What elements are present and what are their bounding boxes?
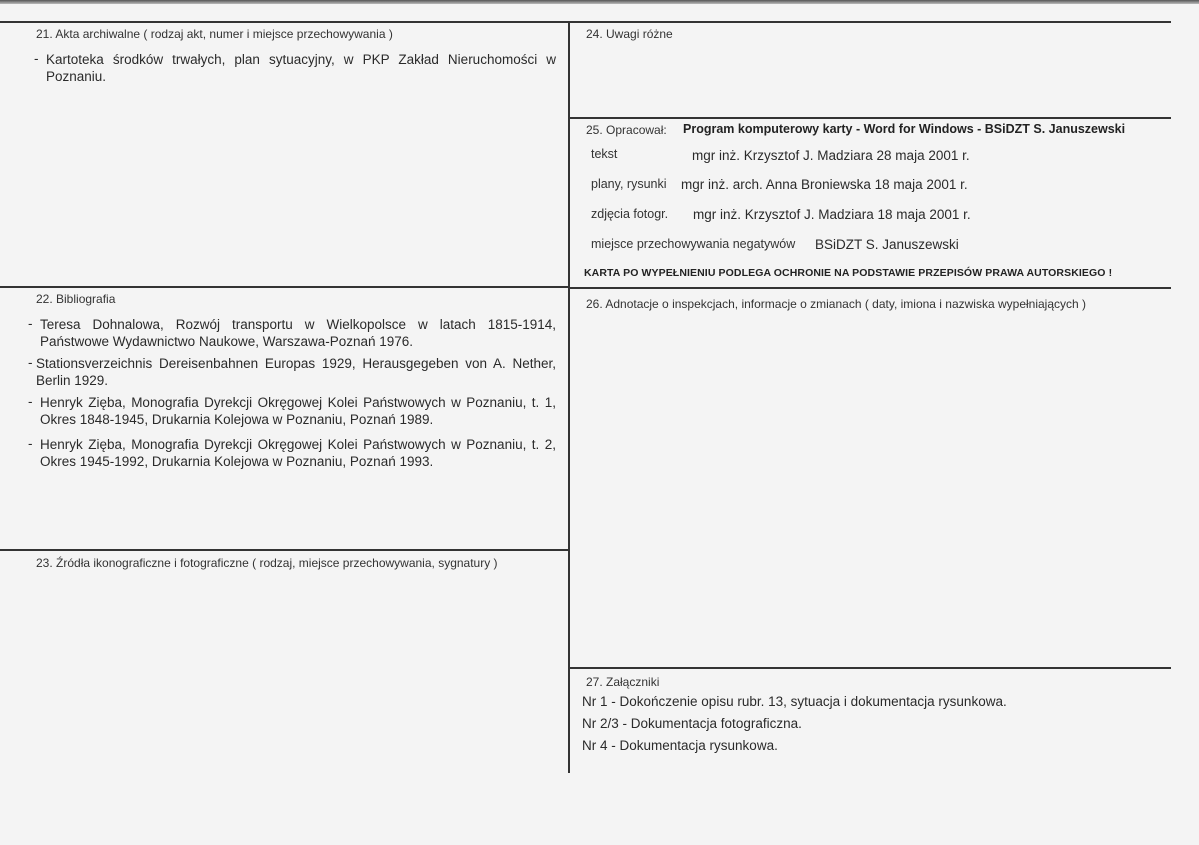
divider-vertical xyxy=(568,21,570,773)
divider-26-27 xyxy=(570,667,1171,669)
s25-storage-value: BSiDZT S. Januszewski xyxy=(815,237,959,252)
s25-row-label-2: plany, rysunki xyxy=(591,177,667,191)
s22-dash-4: - xyxy=(28,436,33,451)
s27-item-2: Nr 2/3 - Dokumentacja fotograficzna. xyxy=(582,716,802,731)
s22-item-2: Stationsverzeichnis Dereisenbahnen Europas 1929, Herausgegeben von A. Nether, Berlin 1929. xyxy=(36,356,556,388)
s25-row-label-3: zdjęcia fotogr. xyxy=(591,207,669,221)
s21-item: Kartoteka środków trwałych, plan sytuacyjny, w PKP Zakład Nieruchomości w Poznaniu. xyxy=(46,52,556,84)
s21-title: 21. Akta archiwalne ( rodzaj akt, numer i miejsce przechowywania ) xyxy=(36,27,393,41)
s21-dash: - xyxy=(34,51,39,66)
divider-top-right xyxy=(570,21,1171,23)
s22-title: 22. Bibliografia xyxy=(36,292,116,306)
s22-dash-2: - xyxy=(28,355,33,370)
s22-dash-3: - xyxy=(28,394,33,409)
s22-item-4: Henryk Zięba, Monografia Dyrekcji Okręgowej Kolei Państwowych w Poznaniu, t. 2, Okres 1945-1992, Drukarnia Kolejowa w Poznaniu, Poznań 1993. xyxy=(40,437,556,469)
s25-row-value-1: mgr inż. Krzysztof J. Madziara 28 maja 2001 r. xyxy=(692,148,970,163)
s25-title: 25. Opracował: xyxy=(586,123,667,137)
divider-25-26 xyxy=(570,287,1171,289)
s27-title: 27. Załączniki xyxy=(586,675,660,689)
s22-item-3: Henryk Zięba, Monografia Dyrekcji Okręgowej Kolei Państwowych w Poznaniu, t. 1, Okres 1848-1945, Drukarnia Kolejowa w Poznaniu, Poznań 1989. xyxy=(40,395,556,427)
s25-copyright-notice: KARTA PO WYPEŁNIENIU PODLEGA OCHRONIE NA PODSTAWIE PRZEPISÓW PRAWA AUTORSKIEGO ! xyxy=(584,267,1113,279)
divider-top-left xyxy=(0,21,570,23)
s25-program: Program komputerowy karty - Word for Windows - BSiDZT S. Januszewski xyxy=(683,122,1126,136)
s26-title: 26. Adnotacje o inspekcjach, informacje o zmianach ( daty, imiona i nazwiska wypełniających ) xyxy=(586,297,1087,311)
s27-item-1: Nr 1 - Dokończenie opisu rubr. 13, sytuacja i dokumentacja rysunkowa. xyxy=(582,694,1007,709)
divider-22-23 xyxy=(0,549,570,551)
s25-storage-label: miejsce przechowywania negatywów xyxy=(591,237,796,251)
s25-row-label-1: tekst xyxy=(591,147,618,161)
s24-title: 24. Uwagi różne xyxy=(586,27,673,41)
s22-dash-1: - xyxy=(28,316,33,331)
s22-item-1: Teresa Dohnalowa, Rozwój transportu w Wielkopolsce w latach 1815-1914, Państwowe Wydawnictwo Naukowe, Warszawa-Poznań 1976. xyxy=(40,317,556,349)
s25-row-value-3: mgr inż. Krzysztof J. Madziara 18 maja 2001 r. xyxy=(693,207,971,222)
s23-title: 23. Źródła ikonograficzne i fotograficzne ( rodzaj, miejsce przechowywania, sygnatury ) xyxy=(36,556,498,570)
s27-item-3: Nr 4 - Dokumentacja rysunkowa. xyxy=(582,738,778,753)
divider-21-22 xyxy=(0,286,570,288)
divider-24-25 xyxy=(570,117,1171,119)
s25-row-value-2: mgr inż. arch. Anna Broniewska 18 maja 2001 r. xyxy=(681,177,968,192)
top-edge xyxy=(0,0,1199,4)
